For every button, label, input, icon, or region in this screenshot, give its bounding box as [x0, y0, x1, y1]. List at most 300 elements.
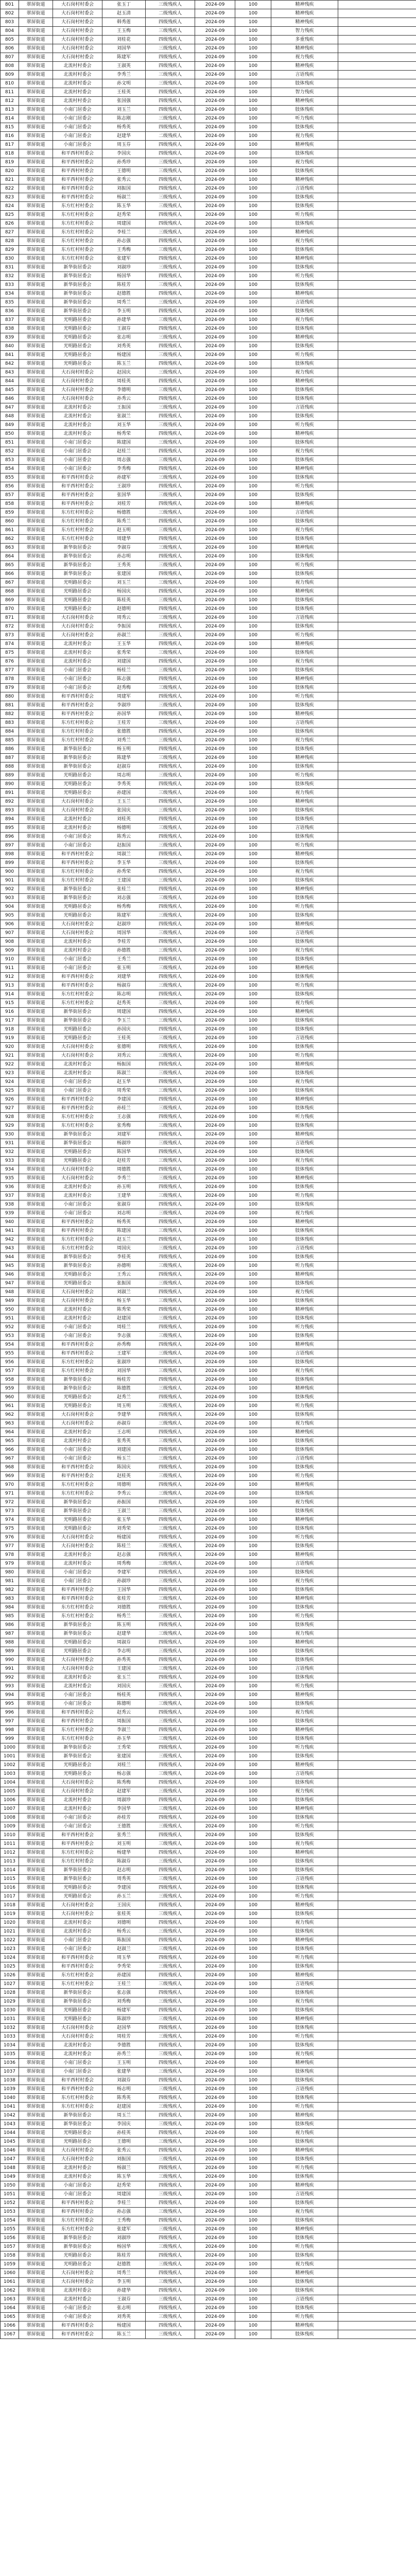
table-row — [1, 719, 416, 727]
disability-grade-cell: 三级残疾人 — [146, 456, 195, 465]
empty-cell — [338, 1673, 416, 1682]
disability-type-cell: 听力残疾 — [271, 1402, 338, 1411]
person-name-cell: 周国庆 — [102, 1244, 146, 1253]
row-number-cell: 1003 — [1, 1770, 19, 1778]
table-row — [1, 579, 416, 587]
disability-type-cell: 肢体残疾 — [271, 1314, 338, 1323]
community-cell: 和平西村村委会 — [53, 1586, 102, 1595]
street-cell: 翠屏街道 — [19, 754, 53, 762]
table-row — [1, 1840, 416, 1849]
amount-cell: 100 — [235, 2103, 271, 2111]
disability-type-cell: 肢体残疾 — [271, 666, 338, 675]
empty-cell — [338, 1568, 416, 1577]
month-cell: 2024-09 — [195, 1411, 235, 1419]
month-cell: 2024-09 — [195, 1980, 235, 1989]
street-cell: 翠屏街道 — [19, 88, 53, 97]
person-name-cell: 张秀云 — [102, 2146, 146, 2155]
table-row — [1, 430, 416, 438]
disability-grade-cell: 三级残疾人 — [146, 1069, 195, 1078]
empty-cell — [338, 1533, 416, 1542]
person-name-cell: 周德胜 — [102, 1165, 146, 1174]
amount-cell: 100 — [235, 736, 271, 745]
empty-cell — [338, 1647, 416, 1656]
table-row — [1, 622, 416, 631]
row-number-cell: 963 — [1, 1419, 19, 1428]
row-number-cell: 997 — [1, 1717, 19, 1726]
month-cell: 2024-09 — [195, 2059, 235, 2067]
amount-cell: 100 — [235, 544, 271, 552]
disability-type-cell: 听力残疾 — [271, 1743, 338, 1752]
empty-cell — [338, 1367, 416, 1376]
empty-cell — [338, 386, 416, 395]
amount-cell: 100 — [235, 1411, 271, 1419]
community-cell: 新华街居委会 — [53, 2243, 102, 2251]
disability-grade-cell: 三级残疾人 — [146, 2050, 195, 2059]
disability-grade-cell: 三级残疾人 — [146, 1630, 195, 1638]
disability-type-cell: 肢体残疾 — [271, 745, 338, 754]
person-name-cell: 张志明 — [102, 2304, 146, 2313]
disability-type-cell: 肢体残疾 — [271, 123, 338, 132]
street-cell: 翠屏街道 — [19, 885, 53, 894]
amount-cell: 100 — [235, 272, 271, 281]
disability-grade-cell: 三级残疾人 — [146, 684, 195, 692]
month-cell: 2024-09 — [195, 421, 235, 430]
table-row — [1, 246, 416, 255]
street-cell: 翠屏街道 — [19, 2304, 53, 2313]
disability-grade-cell: 四级残疾人 — [146, 1148, 195, 1157]
person-name-cell: 赵建军 — [102, 1787, 146, 1796]
month-cell: 2024-09 — [195, 920, 235, 929]
row-number-cell: 912 — [1, 973, 19, 981]
community-cell: 光明路居委会 — [53, 587, 102, 596]
row-number-cell: 958 — [1, 1376, 19, 1384]
disability-type-cell: 听力残疾 — [271, 1262, 338, 1270]
table-row — [1, 754, 416, 762]
table-row — [1, 920, 416, 929]
amount-cell: 100 — [235, 79, 271, 88]
row-number-cell: 989 — [1, 1647, 19, 1656]
street-cell: 翠屏街道 — [19, 298, 53, 307]
person-name-cell: 李桂英 — [102, 1253, 146, 1262]
amount-cell: 100 — [235, 465, 271, 473]
disability-type-cell: 肢体残疾 — [271, 1507, 338, 1516]
row-number-cell: 850 — [1, 430, 19, 438]
empty-cell — [338, 1157, 416, 1165]
empty-cell — [338, 938, 416, 946]
disability-grade-cell: 四级残疾人 — [146, 2286, 195, 2295]
amount-cell: 100 — [235, 167, 271, 176]
person-name-cell: 张淑珍 — [102, 1358, 146, 1367]
community-cell: 大石岗村村委会 — [53, 1288, 102, 1297]
month-cell: 2024-09 — [195, 789, 235, 798]
street-cell: 翠屏街道 — [19, 307, 53, 316]
disability-type-cell: 视力残疾 — [271, 237, 338, 246]
month-cell: 2024-09 — [195, 1945, 235, 1954]
amount-cell: 100 — [235, 1078, 271, 1087]
amount-cell: 100 — [235, 920, 271, 929]
empty-cell — [338, 1586, 416, 1595]
row-number-cell: 1039 — [1, 2085, 19, 2094]
disability-type-cell: 精神残疾 — [271, 9, 338, 18]
person-name-cell: 周秀荣 — [102, 1087, 146, 1095]
row-number-cell: 1019 — [1, 1910, 19, 1919]
month-cell: 2024-09 — [195, 1481, 235, 1489]
table-row — [1, 1270, 416, 1279]
month-cell: 2024-09 — [195, 1533, 235, 1542]
empty-cell — [338, 824, 416, 833]
person-name-cell: 陈志刚 — [102, 114, 146, 123]
disability-grade-cell: 三级残疾人 — [146, 79, 195, 88]
street-cell: 翠屏街道 — [19, 1516, 53, 1524]
table-row — [1, 1962, 416, 1971]
disability-type-cell: 言语残疾 — [271, 1244, 338, 1253]
amount-cell: 100 — [235, 1008, 271, 1016]
month-cell: 2024-09 — [195, 228, 235, 237]
row-number-cell: 867 — [1, 579, 19, 587]
empty-cell — [338, 780, 416, 789]
empty-cell — [338, 745, 416, 754]
amount-cell: 100 — [235, 36, 271, 44]
street-cell: 翠屏街道 — [19, 1997, 53, 2006]
street-cell: 翠屏街道 — [19, 868, 53, 876]
disability-type-cell: 精神残疾 — [271, 1761, 338, 1770]
amount-cell: 100 — [235, 1778, 271, 1787]
table-row — [1, 211, 416, 219]
community-cell: 小南门居委会 — [53, 1936, 102, 1945]
row-number-cell: 1050 — [1, 2181, 19, 2190]
community-cell: 和平西村村委会 — [53, 1717, 102, 1726]
community-cell: 大石岗村村委会 — [53, 1043, 102, 1052]
street-cell: 翠屏街道 — [19, 272, 53, 281]
month-cell: 2024-09 — [195, 272, 235, 281]
amount-cell: 100 — [235, 2286, 271, 2295]
person-name-cell: 孙建国 — [102, 1971, 146, 1980]
street-cell: 翠屏街道 — [19, 1726, 53, 1735]
disability-type-cell: 视力残疾 — [271, 868, 338, 876]
disability-grade-cell: 四级残疾人 — [146, 1761, 195, 1770]
row-number-cell: 1066 — [1, 2321, 19, 2330]
amount-cell: 100 — [235, 263, 271, 272]
amount-cell: 100 — [235, 1980, 271, 1989]
community-cell: 小南门居委会 — [53, 964, 102, 973]
disability-type-cell: 肢体残疾 — [271, 876, 338, 885]
disability-grade-cell: 三级残疾人 — [146, 2120, 195, 2129]
table-row — [1, 1087, 416, 1095]
table-row — [1, 1358, 416, 1367]
amount-cell: 100 — [235, 1989, 271, 1997]
disability-type-cell: 肢体残疾 — [271, 2173, 338, 2181]
disability-grade-cell: 三级残疾人 — [146, 1087, 195, 1095]
community-cell: 大石岗村村委会 — [53, 386, 102, 395]
table-row — [1, 2146, 416, 2155]
amount-cell: 100 — [235, 640, 271, 649]
street-cell: 翠屏街道 — [19, 281, 53, 290]
disability-type-cell: 肢体残疾 — [271, 1673, 338, 1682]
empty-cell — [338, 246, 416, 255]
table-row — [1, 596, 416, 605]
community-cell: 光明路居委会 — [53, 1279, 102, 1288]
disability-grade-cell: 三级残疾人 — [146, 1489, 195, 1498]
row-number-cell: 945 — [1, 1262, 19, 1270]
table-row — [1, 377, 416, 386]
amount-cell: 100 — [235, 1997, 271, 2006]
amount-cell: 100 — [235, 1104, 271, 1113]
table-body — [1, 1, 416, 2339]
empty-cell — [338, 2024, 416, 2032]
community-cell: 小南门居委会 — [53, 2067, 102, 2076]
amount-cell: 100 — [235, 1621, 271, 1630]
amount-cell: 100 — [235, 1595, 271, 1603]
disability-type-cell: 言语残疾 — [271, 2295, 338, 2304]
row-number-cell: 1023 — [1, 1945, 19, 1954]
disability-grade-cell: 四级残疾人 — [146, 622, 195, 631]
month-cell: 2024-09 — [195, 587, 235, 596]
row-number-cell: 1002 — [1, 1761, 19, 1770]
person-name-cell: 刘建华 — [102, 973, 146, 981]
empty-cell — [338, 1638, 416, 1647]
month-cell: 2024-09 — [195, 1069, 235, 1078]
person-name-cell: 赵桂英 — [102, 1472, 146, 1481]
disability-type-cell: 听力残疾 — [271, 2164, 338, 2173]
community-cell: 北流村村委会 — [53, 1314, 102, 1323]
row-number-cell: 967 — [1, 1454, 19, 1463]
disability-grade-cell: 四级残疾人 — [146, 605, 195, 614]
street-cell: 翠屏街道 — [19, 500, 53, 509]
street-cell: 翠屏街道 — [19, 1052, 53, 1060]
amount-cell: 100 — [235, 403, 271, 412]
table-row — [1, 1665, 416, 1673]
empty-cell — [338, 202, 416, 211]
row-number-cell: 1004 — [1, 1778, 19, 1787]
empty-cell — [338, 1551, 416, 1560]
row-number-cell: 824 — [1, 202, 19, 211]
amount-cell: 100 — [235, 1349, 271, 1358]
row-number-cell: 961 — [1, 1402, 19, 1411]
table-row — [1, 806, 416, 815]
street-cell: 翠屏街道 — [19, 2024, 53, 2032]
disability-type-cell: 视力残疾 — [271, 1919, 338, 1927]
table-row — [1, 1235, 416, 1244]
row-number-cell: 827 — [1, 228, 19, 237]
amount-cell: 100 — [235, 1043, 271, 1052]
person-name-cell: 刘秀荣 — [102, 1524, 146, 1533]
street-cell: 翠屏街道 — [19, 701, 53, 710]
disability-grade-cell: 三级残疾人 — [146, 1104, 195, 1113]
amount-cell: 100 — [235, 579, 271, 587]
month-cell: 2024-09 — [195, 1367, 235, 1376]
street-cell: 翠屏街道 — [19, 2032, 53, 2041]
table-row — [1, 903, 416, 911]
street-cell: 翠屏街道 — [19, 1954, 53, 1962]
street-cell: 翠屏街道 — [19, 798, 53, 806]
empty-cell — [338, 1857, 416, 1866]
month-cell: 2024-09 — [195, 1927, 235, 1936]
month-cell: 2024-09 — [195, 1113, 235, 1122]
row-number-cell: 888 — [1, 762, 19, 771]
empty-cell — [338, 447, 416, 456]
amount-cell: 100 — [235, 1752, 271, 1761]
street-cell: 翠屏街道 — [19, 1008, 53, 1016]
disability-grade-cell: 四级残疾人 — [146, 1043, 195, 1052]
person-name-cell: 赵振国 — [102, 841, 146, 850]
disability-grade-cell: 四级残疾人 — [146, 2094, 195, 2103]
disability-grade-cell: 三级残疾人 — [146, 1402, 195, 1411]
street-cell: 翠屏街道 — [19, 2321, 53, 2330]
person-name-cell: 张建国 — [102, 1752, 146, 1761]
disability-type-cell: 视力残疾 — [271, 1498, 338, 1507]
disability-grade-cell: 四级残疾人 — [146, 2216, 195, 2225]
street-cell: 翠屏街道 — [19, 438, 53, 447]
amount-cell: 100 — [235, 570, 271, 579]
table-row — [1, 360, 416, 368]
empty-cell — [338, 211, 416, 219]
street-cell: 翠屏街道 — [19, 1157, 53, 1165]
row-number-cell: 851 — [1, 438, 19, 447]
amount-cell: 100 — [235, 211, 271, 219]
person-name-cell: 张秀梅 — [102, 1122, 146, 1130]
empty-cell — [338, 2076, 416, 2085]
disability-grade-cell: 四级残疾人 — [146, 1884, 195, 1892]
month-cell: 2024-09 — [195, 1560, 235, 1568]
disability-grade-cell: 三级残疾人 — [146, 1927, 195, 1936]
disability-grade-cell: 三级残疾人 — [146, 2155, 195, 2164]
table-row — [1, 666, 416, 675]
month-cell: 2024-09 — [195, 841, 235, 850]
community-cell: 新华街居委会 — [53, 1139, 102, 1148]
month-cell: 2024-09 — [195, 1165, 235, 1174]
amount-cell: 100 — [235, 911, 271, 920]
community-cell: 小南门居委会 — [53, 456, 102, 465]
disability-type-cell: 视力残疾 — [271, 1078, 338, 1087]
table-row — [1, 1437, 416, 1446]
row-number-cell: 1016 — [1, 1884, 19, 1892]
amount-cell: 100 — [235, 2041, 271, 2050]
row-number-cell: 836 — [1, 307, 19, 316]
disability-grade-cell: 四级残疾人 — [146, 1376, 195, 1384]
street-cell: 翠屏街道 — [19, 1761, 53, 1770]
amount-cell: 100 — [235, 1481, 271, 1489]
month-cell: 2024-09 — [195, 2067, 235, 2076]
row-number-cell: 901 — [1, 876, 19, 885]
amount-cell: 100 — [235, 132, 271, 141]
disability-grade-cell: 四级残疾人 — [146, 1814, 195, 1822]
row-number-cell: 860 — [1, 517, 19, 526]
street-cell: 翠屏街道 — [19, 2190, 53, 2199]
community-cell: 光明路居委会 — [53, 1025, 102, 1034]
month-cell: 2024-09 — [195, 176, 235, 184]
empty-cell — [338, 1463, 416, 1472]
table-row — [1, 167, 416, 176]
month-cell: 2024-09 — [195, 1358, 235, 1367]
disability-type-cell: 视力残疾 — [271, 946, 338, 955]
disability-grade-cell: 三级残疾人 — [146, 894, 195, 903]
person-name-cell: 杨志强 — [102, 1770, 146, 1778]
disability-type-cell: 肢体残疾 — [271, 938, 338, 946]
street-cell: 翠屏街道 — [19, 684, 53, 692]
community-cell: 光明路居委会 — [53, 2015, 102, 2024]
person-name-cell: 王桂英 — [102, 88, 146, 97]
disability-type-cell: 视力残疾 — [271, 2129, 338, 2138]
street-cell: 翠屏街道 — [19, 1428, 53, 1437]
disability-grade-cell: 三级残疾人 — [146, 1262, 195, 1270]
empty-cell — [338, 219, 416, 228]
community-cell: 大石岗村村委会 — [53, 44, 102, 53]
table-row — [1, 1016, 416, 1025]
street-cell: 翠屏街道 — [19, 1901, 53, 1910]
disability-type-cell: 肢体残疾 — [271, 79, 338, 88]
disability-type-cell: 肢体残疾 — [271, 780, 338, 789]
street-cell: 翠屏街道 — [19, 605, 53, 614]
table-row — [1, 1726, 416, 1735]
table-row — [1, 1454, 416, 1463]
amount-cell: 100 — [235, 1945, 271, 1954]
person-name-cell: 刘桂花 — [102, 36, 146, 44]
amount-cell: 100 — [235, 631, 271, 640]
street-cell: 翠屏街道 — [19, 579, 53, 587]
row-number-cell: 833 — [1, 281, 19, 290]
row-number-cell: 943 — [1, 1244, 19, 1253]
community-cell: 东方红村村委会 — [53, 1367, 102, 1376]
community-cell: 东方红村村委会 — [53, 868, 102, 876]
disability-type-cell: 精神残疾 — [271, 754, 338, 762]
disability-type-cell: 言语残疾 — [271, 824, 338, 833]
person-name-cell: 李建军 — [102, 1568, 146, 1577]
empty-cell — [338, 263, 416, 272]
amount-cell: 100 — [235, 2199, 271, 2208]
person-name-cell: 周淑兰 — [102, 850, 146, 859]
community-cell: 和平西村村委会 — [53, 473, 102, 482]
person-name-cell: 刘秀兰 — [102, 736, 146, 745]
disability-grade-cell: 四级残疾人 — [146, 342, 195, 351]
table-row — [1, 587, 416, 596]
amount-cell: 100 — [235, 1551, 271, 1560]
community-cell: 光明路居委会 — [53, 1393, 102, 1402]
amount-cell: 100 — [235, 1148, 271, 1157]
row-number-cell: 980 — [1, 1568, 19, 1577]
row-number-cell: 1065 — [1, 2313, 19, 2321]
disability-grade-cell: 四级残疾人 — [146, 1341, 195, 1349]
table-row — [1, 184, 416, 193]
community-cell: 大石岗村村委会 — [53, 18, 102, 27]
disability-type-cell: 听力残疾 — [271, 903, 338, 911]
month-cell: 2024-09 — [195, 360, 235, 368]
table-row — [1, 1927, 416, 1936]
community-cell: 新华街居委会 — [53, 885, 102, 894]
street-cell: 翠屏街道 — [19, 1814, 53, 1822]
disability-type-cell: 听力残疾 — [271, 841, 338, 850]
street-cell: 翠屏街道 — [19, 762, 53, 771]
table-row — [1, 298, 416, 307]
disability-type-cell: 肢体残疾 — [271, 1332, 338, 1341]
empty-cell — [338, 123, 416, 132]
month-cell: 2024-09 — [195, 2260, 235, 2269]
empty-cell — [338, 2050, 416, 2059]
row-number-cell: 825 — [1, 211, 19, 219]
row-number-cell: 1008 — [1, 1814, 19, 1822]
person-name-cell: 张秀荣 — [102, 649, 146, 657]
community-cell: 和平西村村委会 — [53, 2321, 102, 2330]
amount-cell: 100 — [235, 1472, 271, 1481]
disability-grade-cell: 三级残疾人 — [146, 1297, 195, 1306]
street-cell: 翠屏街道 — [19, 1192, 53, 1200]
table-row — [1, 2321, 416, 2330]
amount-cell: 100 — [235, 281, 271, 290]
amount-cell: 100 — [235, 2173, 271, 2181]
disability-type-cell: 肢体残疾 — [271, 1831, 338, 1840]
empty-cell — [338, 18, 416, 27]
person-name-cell: 杨秀英 — [102, 123, 146, 132]
disability-grade-cell: 三级残疾人 — [146, 71, 195, 79]
